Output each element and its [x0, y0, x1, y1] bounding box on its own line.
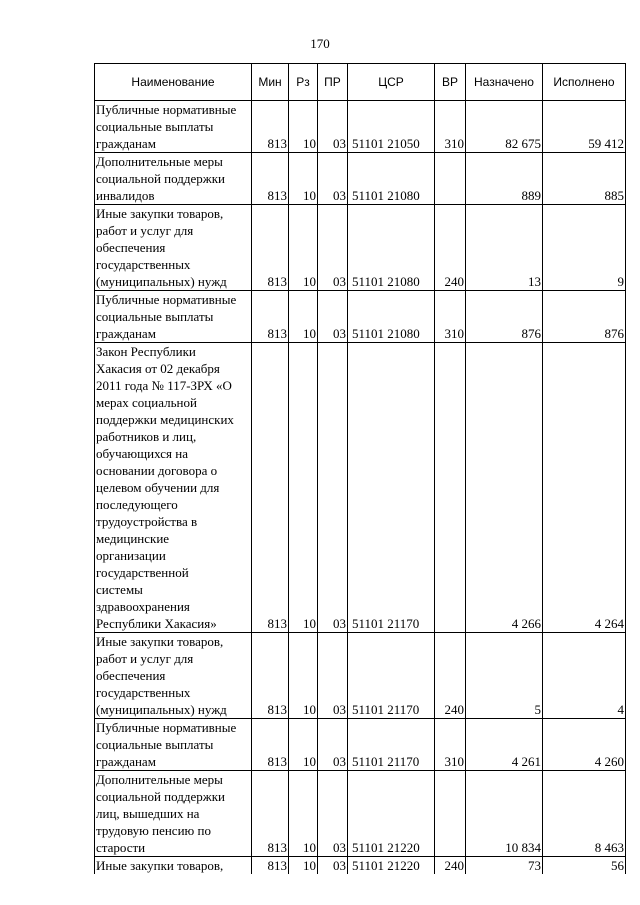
row-min: 813 — [252, 205, 289, 291]
row-pr: 03 — [318, 633, 348, 719]
column-header-executed: Исполнено — [543, 64, 626, 101]
column-header-assigned: Назначено — [466, 64, 543, 101]
row-name: Дополнительные меры социальной поддержки инвалидов — [95, 153, 252, 205]
page-number: 170 — [310, 36, 330, 51]
row-executed: 4 260 — [543, 719, 626, 771]
row-assigned: 5 — [466, 633, 543, 719]
row-assigned: 4 266 — [466, 343, 543, 633]
row-assigned: 4 261 — [466, 719, 543, 771]
column-header-name: Наименование — [95, 64, 252, 101]
row-vr: 240 — [435, 633, 466, 719]
row-rz: 10 — [289, 343, 318, 633]
table-row — [95, 205, 626, 291]
row-executed: 8 463 — [543, 771, 626, 857]
row-vr: 240 — [435, 205, 466, 291]
row-name: Публичные нормативные социальные выплаты гражданам — [95, 719, 252, 771]
column-header-pr: ПР — [318, 64, 348, 101]
row-name: Публичные нормативные социальные выплаты гражданам — [95, 291, 252, 343]
row-rz: 10 — [289, 719, 318, 771]
row-csr: 51101 21170 — [348, 633, 435, 719]
row-vr — [435, 343, 466, 633]
table-row — [95, 857, 626, 875]
row-assigned: 876 — [466, 291, 543, 343]
row-pr: 03 — [318, 291, 348, 343]
row-vr: 310 — [435, 291, 466, 343]
row-rz: 10 — [289, 771, 318, 857]
column-header-rz: Рз — [289, 64, 318, 101]
table-row — [95, 101, 626, 153]
row-name: Публичные нормативные социальные выплаты гражданам — [95, 101, 252, 153]
table-row — [95, 291, 626, 343]
row-csr: 51101 21220 — [348, 857, 435, 875]
row-csr: 51101 21050 — [348, 101, 435, 153]
table-row — [95, 771, 626, 857]
row-executed: 4 264 — [543, 343, 626, 633]
row-min: 813 — [252, 771, 289, 857]
table-row — [95, 633, 626, 719]
row-assigned: 13 — [466, 205, 543, 291]
row-assigned: 889 — [466, 153, 543, 205]
row-vr: 310 — [435, 101, 466, 153]
table-row — [95, 343, 626, 633]
row-csr: 51101 21170 — [348, 343, 435, 633]
row-pr: 03 — [318, 857, 348, 875]
row-vr: 240 — [435, 857, 466, 875]
row-rz: 10 — [289, 633, 318, 719]
row-executed: 876 — [543, 291, 626, 343]
row-pr: 03 — [318, 153, 348, 205]
row-csr: 51101 21080 — [348, 153, 435, 205]
row-min: 813 — [252, 101, 289, 153]
row-name: Дополнительные меры социальной поддержки лиц, вышедших на трудовую пенсию по старости — [95, 771, 252, 857]
row-min: 813 — [252, 857, 289, 875]
row-rz: 10 — [289, 857, 318, 875]
row-pr: 03 — [318, 205, 348, 291]
row-pr: 03 — [318, 343, 348, 633]
column-header-vr: ВР — [435, 64, 466, 101]
row-pr: 03 — [318, 719, 348, 771]
row-executed: 4 — [543, 633, 626, 719]
row-vr — [435, 771, 466, 857]
row-executed: 59 412 — [543, 101, 626, 153]
row-min: 813 — [252, 343, 289, 633]
budget-table — [94, 63, 626, 874]
column-header-min: Мин — [252, 64, 289, 101]
row-name: Закон Республики Хакасия от 02 декабря 2011 года № 117-ЗРХ «О мерах социальной поддержки медицинских работников и лиц, обучающихся на основании договора о целевом обучении для последующего трудоустройства в медицинские организации государственной системы здравоохранения Республики Хакасия» — [95, 343, 252, 633]
row-name: Иные закупки товаров, работ и услуг для обеспечения государственных (муниципальных) нужд — [95, 205, 252, 291]
row-executed: 9 — [543, 205, 626, 291]
row-rz: 10 — [289, 101, 318, 153]
row-assigned: 10 834 — [466, 771, 543, 857]
row-executed: 56 — [543, 857, 626, 875]
row-vr — [435, 153, 466, 205]
row-min: 813 — [252, 291, 289, 343]
row-pr: 03 — [318, 771, 348, 857]
row-assigned: 73 — [466, 857, 543, 875]
row-executed: 885 — [543, 153, 626, 205]
row-rz: 10 — [289, 291, 318, 343]
row-min: 813 — [252, 153, 289, 205]
row-vr: 310 — [435, 719, 466, 771]
row-min: 813 — [252, 719, 289, 771]
table-row — [95, 153, 626, 205]
row-csr: 51101 21170 — [348, 719, 435, 771]
table-row — [95, 719, 626, 771]
row-csr: 51101 21080 — [348, 291, 435, 343]
row-rz: 10 — [289, 153, 318, 205]
column-header-csr: ЦСР — [348, 64, 435, 101]
row-min: 813 — [252, 633, 289, 719]
table-header-row — [95, 64, 626, 101]
row-csr: 51101 21080 — [348, 205, 435, 291]
row-assigned: 82 675 — [466, 101, 543, 153]
row-rz: 10 — [289, 205, 318, 291]
row-name: Иные закупки товаров, работ и услуг для обеспечения государственных (муниципальных) нужд — [95, 633, 252, 719]
row-name: Иные закупки товаров, — [95, 857, 252, 875]
row-csr: 51101 21220 — [348, 771, 435, 857]
row-pr: 03 — [318, 101, 348, 153]
